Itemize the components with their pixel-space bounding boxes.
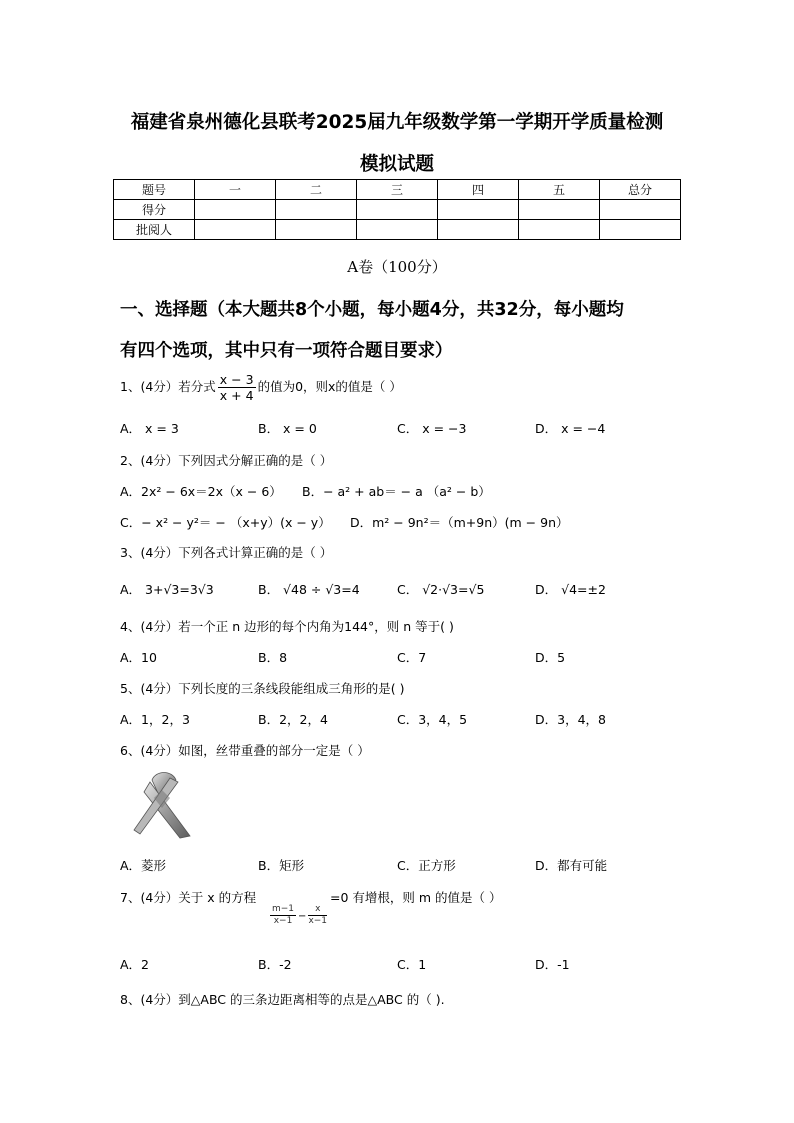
score-header-cell: 总分 — [600, 180, 681, 200]
q1-option-c[interactable]: C． x = −3 — [397, 421, 467, 436]
q5-option-a[interactable]: A．1，2，3 — [120, 712, 190, 727]
score-header-cell: 一 — [195, 180, 276, 200]
score-header-cell: 二 — [276, 180, 357, 200]
score-cell[interactable] — [357, 200, 438, 220]
q3-option-d[interactable]: D． √4=±2 — [535, 582, 606, 597]
q7-frac2-numerator: x — [308, 904, 327, 916]
q7-option-b[interactable]: B．-2 — [258, 957, 292, 972]
score-cell[interactable] — [195, 200, 276, 220]
q6-option-a[interactable]: A．菱形 — [120, 858, 167, 873]
q7-option-a[interactable]: A．2 — [120, 957, 150, 972]
question-7 — [120, 888, 256, 906]
score-header-cell: 五 — [519, 180, 600, 200]
q4-option-a[interactable]: A．10 — [120, 650, 157, 665]
q1-suffix: 的值为0，则x的值是（ ） — [257, 379, 402, 394]
q3-option-b[interactable]: B． √48 ÷ √3=4 — [258, 582, 360, 597]
q7-fraction-1 — [270, 904, 296, 927]
score-cell[interactable] — [519, 200, 600, 220]
q1-frac-denominator: x + 4 — [219, 388, 254, 403]
q5-option-b[interactable]: B．2，2，4 — [258, 712, 328, 727]
q7-option-d[interactable]: D．-1 — [535, 957, 570, 972]
q7-suffix: =0 有增根，则 m 的值是（ ） — [330, 890, 502, 905]
score-table — [113, 179, 681, 240]
score-table-row — [114, 200, 681, 220]
section1-heading-line1: 一、选择题（本大题共8个小题，每小题4分，共32分，每小题均 — [120, 300, 624, 320]
section-a-heading: A卷（100分） — [347, 258, 447, 276]
q6-option-d[interactable]: D．都有可能 — [535, 858, 608, 873]
score-table-row — [114, 220, 681, 240]
score-row-label: 得分 — [114, 200, 195, 220]
q7-prefix: 7、(4分）关于 x 的方程 — [120, 890, 257, 905]
score-cell[interactable] — [195, 220, 276, 240]
section1-heading-line2: 有四个选项，其中只有一项符合题目要求） — [120, 341, 453, 361]
q6-option-b[interactable]: B．矩形 — [258, 858, 305, 873]
q4-option-c[interactable]: C．7 — [397, 650, 427, 665]
q3-option-c[interactable]: C． √2·√3=√5 — [397, 582, 485, 597]
exam-title-line2: 模拟试题 — [359, 154, 434, 175]
q7-equation: $\frac{m-1}{x-1}$ − $\frac{x}{x-1}$ — [272, 904, 328, 926]
score-cell[interactable] — [438, 200, 519, 220]
q1-fraction — [218, 372, 256, 403]
score-cell[interactable] — [438, 220, 519, 240]
q5-option-c[interactable]: C．3，4，5 — [397, 712, 468, 727]
score-table-header-row — [114, 180, 681, 200]
q4-option-d[interactable]: D．5 — [535, 650, 566, 665]
score-cell[interactable] — [357, 220, 438, 240]
q1-option-b[interactable]: B． x = 0 — [258, 421, 317, 436]
score-header-cell: 题号 — [114, 180, 195, 200]
q2-option-b[interactable]: B．− a² + ab＝ − a （a² − b） — [302, 484, 491, 499]
question-2: 2、(4分）下列因式分解正确的是（ ） — [120, 453, 333, 468]
q2-option-c[interactable]: C．− x² − y²＝ − （x+y）(x − y） — [120, 515, 331, 530]
score-header-cell: 四 — [438, 180, 519, 200]
q1-option-a[interactable]: A． x = 3 — [120, 421, 179, 436]
question-4: 4、(4分）若一个正 n 边形的每个内角为144°，则 n 等于( ) — [120, 619, 454, 634]
question-6: 6、(4分）如图，丝带重叠的部分一定是（ ） — [120, 743, 370, 758]
q5-option-d[interactable]: D．3，4，8 — [535, 712, 606, 727]
question-3: 3、(4分）下列各式计算正确的是（ ） — [120, 545, 333, 560]
q2-option-a[interactable]: A．2x² − 6x＝2x（x − 6） — [120, 484, 282, 499]
q3-option-a[interactable]: A． 3+√3=3√3 — [120, 582, 214, 597]
q6-option-c[interactable]: C．正方形 — [397, 858, 456, 873]
q7-option-c[interactable]: C．1 — [397, 957, 427, 972]
score-row-label: 批阅人 — [114, 220, 195, 240]
q1-prefix: 1、(4分）若分式 — [120, 379, 216, 394]
q7-frac1-numerator: m−1 — [272, 904, 295, 914]
question-5: 5、(4分）下列长度的三条线段能组成三角形的是( ) — [120, 681, 405, 696]
exam-title-line1: 福建省泉州德化县联考2025届九年级数学第一学期开学质量检测 — [130, 112, 664, 133]
score-cell[interactable] — [600, 220, 681, 240]
q2-option-d[interactable]: D．m² − 9n²＝（m+9n）(m − 9n） — [350, 515, 569, 530]
score-cell[interactable] — [519, 220, 600, 240]
q1-option-d[interactable]: D． x = −4 — [535, 421, 606, 436]
q7-frac1-denominator: x−1 — [273, 916, 293, 926]
q4-option-b[interactable]: B．8 — [258, 650, 288, 665]
q7-frac2-denominator: x−1 — [308, 916, 328, 926]
score-cell[interactable] — [276, 220, 357, 240]
question-8: 8、(4分）到△ABC 的三条边距离相等的点是△ABC 的（ ). — [120, 992, 445, 1007]
score-cell[interactable] — [276, 200, 357, 220]
ribbon-figure — [132, 770, 196, 840]
question-1 — [120, 372, 402, 403]
q1-frac-numerator: x − 3 — [219, 372, 254, 387]
q7-fraction-2 — [308, 904, 327, 927]
score-cell[interactable] — [600, 200, 681, 220]
score-header-cell: 三 — [357, 180, 438, 200]
